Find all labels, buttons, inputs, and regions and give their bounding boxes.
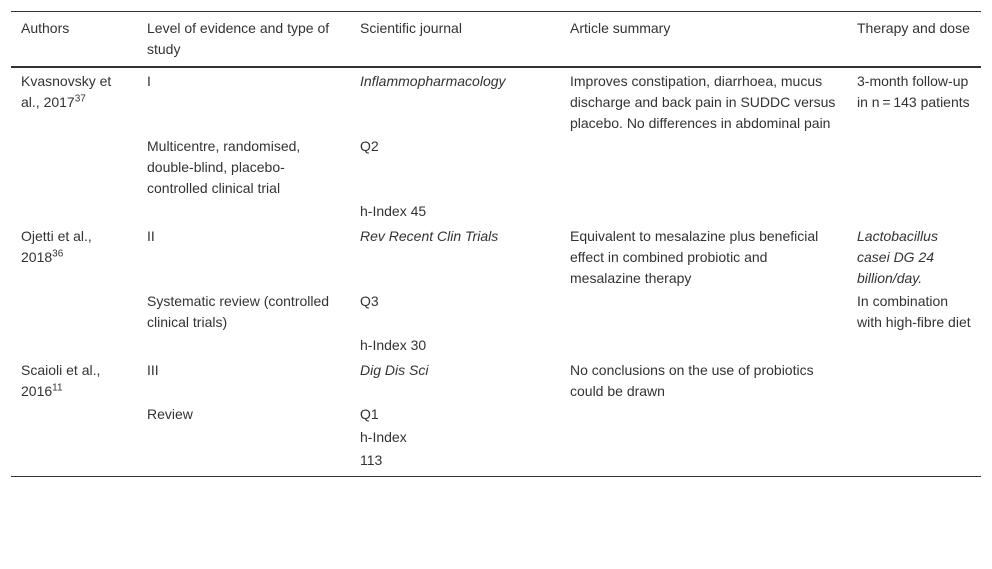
header-row xyxy=(11,12,981,68)
journal-cell: Rev Recent Clin Trials xyxy=(360,228,499,244)
evidence-table xyxy=(11,11,981,477)
therapy-cell: Lactobacillus casei DG 24 billion/day. xyxy=(857,228,938,286)
level-cell: III xyxy=(147,362,159,378)
study-type-cell: Review xyxy=(137,403,350,477)
quartile-cell xyxy=(350,403,560,477)
quartile-cell: Q3 xyxy=(360,293,379,309)
table-row xyxy=(11,135,981,200)
author-ref: 37 xyxy=(74,93,86,105)
therapy-cell: In combination with high-fibre diet xyxy=(857,293,971,330)
author-name: Ojetti et al., 2018 xyxy=(21,228,92,265)
summary-cell: Equivalent to mesalazine plus beneficial effect in combined probiotic and mesalazine therapy xyxy=(570,228,819,286)
therapy-cell: 3-month follow-up in n = 143 patients xyxy=(857,73,970,110)
author-ref: 36 xyxy=(52,248,64,260)
hindex-cell: h-Index 30 xyxy=(360,337,427,353)
level-cell: II xyxy=(147,228,155,244)
author-cell xyxy=(11,357,137,403)
quartile-value: Q1 xyxy=(360,406,379,422)
journal-cell: Inflammopharmacology xyxy=(360,73,506,89)
journal-cell: Dig Dis Sci xyxy=(360,362,429,378)
table-row xyxy=(11,403,981,477)
author-cell xyxy=(11,223,137,290)
header-level: Level of evidence and type of study xyxy=(137,12,350,68)
header-authors: Authors xyxy=(11,12,137,68)
header-therapy: Therapy and dose xyxy=(847,12,981,68)
quartile-cell: Q2 xyxy=(360,138,379,154)
evidence-table-container xyxy=(11,11,981,477)
table-row xyxy=(11,223,981,290)
level-cell: I xyxy=(147,73,151,89)
table-row xyxy=(11,200,981,223)
table-row xyxy=(11,357,981,403)
summary-cell: Improves constipation, diarrhoea, mucus discharge and back pain in SUDDC versus placebo. No differences in abdominal pain xyxy=(570,73,836,131)
hindex-label: h-Index xyxy=(360,429,407,445)
hindex-cell: h-Index 45 xyxy=(360,203,427,219)
header-journal: Scientific journal xyxy=(350,12,560,68)
author-cell xyxy=(11,67,137,135)
table-row xyxy=(11,290,981,334)
author-name: Scaioli et al., 2016 xyxy=(21,362,101,399)
hindex-value: 113 xyxy=(360,452,383,468)
table-row xyxy=(11,67,981,135)
study-type-cell: Systematic review (controlled clinical trials) xyxy=(147,293,330,330)
summary-cell: No conclusions on the use of probiotics could be drawn xyxy=(570,362,814,399)
table-row xyxy=(11,334,981,357)
header-summary: Article summary xyxy=(560,12,847,68)
author-name: Kvasnovsky et al., 2017 xyxy=(21,73,112,110)
author-ref: 11 xyxy=(52,382,63,394)
study-type-cell: Multicentre, randomised, double-blind, placebo-controlled clinical trial xyxy=(147,138,301,196)
